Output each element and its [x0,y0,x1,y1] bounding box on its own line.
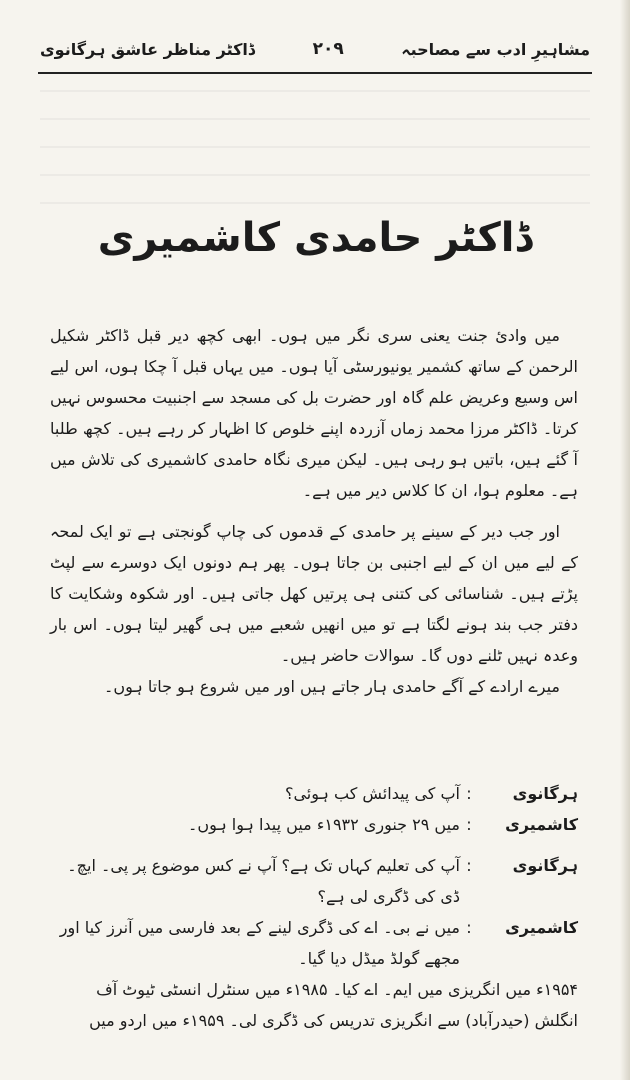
interview-text: میں نے بی۔ اے کی ڈگری لینے کے بعد فارسی میں آنرز کیا اور مجھے گولڈ میڈل دیا گیا۔ [59,918,460,968]
colon-separator: : [466,856,472,875]
paragraph: میں وادیٔ جنت یعنی سری نگر میں ہوں۔ ابھی کچھ دیر قبل ڈاکٹر شکیل الرحمن کے ساتھ کشمیر یونیورسٹی آیا ہوں۔ میں یہاں قبل آ چکا ہوں، اس لیے اس وسیع وعریض علم گاہ اور حضرت بل کی مسجد سے اجنبیت محسوس نہیں کرتا۔ ڈاکٹر مرزا محمد زماں آزردہ اپنے خلوص کا اظہار کر رہے ہیں۔ کچھ طلبا آ گئے ہیں، باتیں ہو رہی ہیں۔ لیکن میری نگاہ حامدی کاشمیری کی تلاش میں ہے۔ معلوم ہوا، ان کا کلاس دیر میں ہے۔ [50,326,578,500]
interview-row [50,850,578,912]
intro-text [50,320,578,702]
interview-continuation: ۱۹۵۴ء میں انگریزی میں ایم۔ اے کیا۔ ۱۹۸۵ء میں سنٹرل انسٹی ٹیوٹ آف انگلش (حیدرآباد) سے انگریزی تدریس کی ڈگری لی۔ ۱۹۵۹ء میں اردو میں [89,980,578,1030]
author-name: ڈاکٹر مناظر عاشق ہرگانوی [40,39,256,59]
interview-row [50,809,578,840]
show-through-texture [40,90,590,220]
page-number: ۲۰۹ [312,39,344,59]
speaker-label: کاشمیری [505,815,578,834]
header-rule [38,72,592,74]
book-title: مشاہیرِ ادب سے مصاحبہ [401,39,590,59]
running-header [40,30,590,68]
interview-section [50,778,578,1036]
chapter-title: ڈاکٹر حامدی کاشمیری [97,215,533,261]
interview-row [50,778,578,809]
speaker-label: کاشمیری [505,918,578,937]
speaker-label: ہرگانوی [512,856,578,875]
colon-separator: : [466,815,472,834]
paragraph: میرے ارادے کے آگے حامدی ہار جاتے ہیں اور میں شروع ہو جاتا ہوں۔ [104,677,560,696]
paragraph: اور جب دیر کے سینے پر حامدی کے قدموں کی چاپ گونجتی ہے تو ایک لمحہ کے لیے میں ان کے لیے اجنبی بن جاتا ہوں۔ پھر ہم دونوں ایک دوسرے سے لپٹ پڑتے ہیں۔ شناسائی کی کتنی ہی پرتیں کھل جاتی ہیں۔ اور شکوہ وشکایت کا دفتر جب بند ہونے لگتا ہے تو میں انھیں شعبے میں ہی گھیر لیتا ہوں۔ اس بار وعدہ نہیں ٹلنے دوں گا۔ سوالات حاضر ہیں۔ [50,522,578,665]
interview-text: آپ کی تعلیم کہاں تک ہے؟ آپ نے کس موضوع پر پی۔ ایچ۔ ڈی کی ڈگری لی ہے؟ [67,856,460,906]
interview-text: میں ۲۹ جنوری ۱۹۳۲ء میں پیدا ہوا ہوں۔ [187,815,460,834]
speaker-label: ہرگانوی [512,784,578,803]
colon-separator: : [466,784,472,803]
colon-separator: : [466,918,472,937]
interview-row [50,912,578,974]
interview-text: آپ کی پیدائش کب ہوئی؟ [284,784,460,803]
page-edge [620,0,630,1080]
